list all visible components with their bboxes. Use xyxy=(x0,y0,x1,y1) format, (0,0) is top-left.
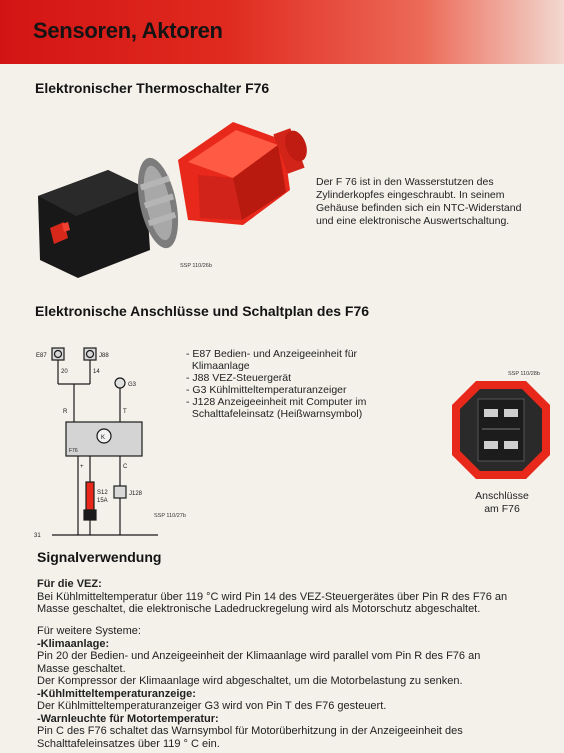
circuit-schematic xyxy=(28,340,208,540)
component-legend xyxy=(186,348,426,420)
caption-line: am F76 xyxy=(484,502,520,515)
page-title: Sensoren, Aktoren xyxy=(33,18,223,43)
connector-caption xyxy=(466,490,538,515)
kuehl-title: -Kühlmitteltemperaturanzeige: xyxy=(37,687,196,700)
warn-text-line: Schalttafeleinsatzes über 119 ° C ein. xyxy=(37,737,220,750)
sensor-illustration xyxy=(28,100,328,285)
warn-title: -Warnleuchte für Motortemperatur: xyxy=(37,712,219,725)
legend-item: Schalttafeleinsatz (Heißwarnsymbol) xyxy=(186,408,363,420)
description-line: und eine elektronische Auswertschaltung. xyxy=(316,215,510,227)
schematic-label-plus: + xyxy=(80,464,84,470)
vez-block xyxy=(37,578,557,616)
schematic-label-r: R xyxy=(63,409,68,415)
legend-item: - J88 VEZ-Steuergerät xyxy=(186,372,292,384)
image-ref-ssp-26b: SSP 110/26b xyxy=(180,263,212,269)
image-ref-ssp-28b: SSP 110/28b xyxy=(508,371,540,377)
legend-item: - J128 Anzeigeeinheit mit Computer im xyxy=(186,396,367,408)
schematic-label-k: K xyxy=(101,435,106,441)
connector-face-illustration xyxy=(448,365,554,485)
other-systems-block xyxy=(37,625,557,750)
schematic-label-pin20: 20 xyxy=(61,369,68,375)
connector-plug-illustration xyxy=(38,170,150,278)
klima-text-line: Masse geschaltet. xyxy=(37,662,126,675)
vez-text-line: Bei Kühlmitteltemperatur über 119 °C wird Pin 14 des VEZ-Steuergerätes über Pin R des F76 an xyxy=(37,590,508,603)
legend-item: Klimaanlage xyxy=(186,360,250,372)
schematic-label-e87: E87 xyxy=(36,353,47,359)
legend-item: - E87 Bedien- und Anzeigeeinheit für xyxy=(186,348,358,360)
vez-title: Für die VEZ: xyxy=(37,578,102,590)
klima-text-line: Pin 20 der Bedien- und Anzeigeeinheit der Klimaanlage wird parallel vom Pin R des F76 an xyxy=(37,650,481,662)
schematic-label-j88: J88 xyxy=(99,353,109,359)
caption-line: Anschlüsse xyxy=(475,490,529,502)
section-heading-signalverwendung: Signalverwendung xyxy=(37,549,162,565)
schematic-label-31: 31 xyxy=(34,533,41,539)
sensor-body-illustration xyxy=(178,122,311,225)
description-line: Zylinderkopfes eingeschraubt. In seinem xyxy=(316,189,505,201)
legend-item: - G3 Kühlmitteltemperaturanzeiger xyxy=(186,384,347,396)
schematic-label-g3: G3 xyxy=(128,382,137,388)
description-line: Der F 76 ist in den Wasserstutzen des xyxy=(316,176,494,188)
schematic-label-f76: F76 xyxy=(69,448,78,454)
kuehl-text: Der Kühlmitteltemperaturanzeiger G3 wird von Pin T des F76 gesteuert. xyxy=(37,700,387,712)
warn-text-line: Pin C des F76 schaltet das Warnsymbol für Motorüberhitzung in der Anzeigeeinheit des xyxy=(37,725,463,737)
image-ref-ssp-27b: SSP 110/27b xyxy=(154,513,186,519)
section-heading-anschluesse: Elektronische Anschlüsse und Schaltplan des F76 xyxy=(35,303,370,319)
description-line: Gehäuse befinden sich ein NTC-Widerstand xyxy=(316,202,522,214)
sensor-description xyxy=(316,176,556,228)
schematic-label-c: C xyxy=(123,464,128,470)
klima-title: -Klimaanlage: xyxy=(37,637,110,650)
other-systems-title: Für weitere Systeme: xyxy=(37,625,141,637)
klima-text-line: Der Kompressor der Klimaanlage wird abgeschaltet, um die Motorbelastung zu senken. xyxy=(37,675,463,687)
schematic-label-fuse: 15A xyxy=(97,498,108,504)
schematic-label-j128: J128 xyxy=(129,491,143,497)
header-banner xyxy=(0,0,564,64)
section-heading-thermoschalter: Elektronischer Thermoschalter F76 xyxy=(35,80,270,96)
schematic-label-t: T xyxy=(123,409,127,415)
vez-text-line: Masse geschaltet, die elektronische Ladedruckregelung wird als Motorschutz abgeschaltet. xyxy=(37,603,481,615)
schematic-label-pin14: 14 xyxy=(93,369,100,375)
schematic-label-s12: S12 xyxy=(97,490,108,496)
